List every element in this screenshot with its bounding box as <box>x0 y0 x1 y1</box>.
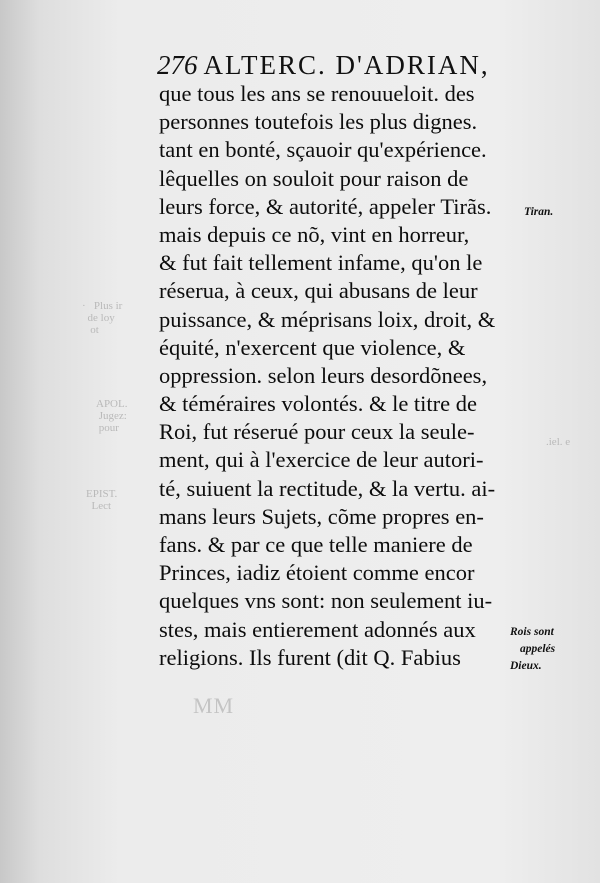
text-line: quelques vns sont: non seulement iu- <box>159 588 493 614</box>
text-line: mais depuis ce nõ, vint en horreur, <box>159 221 470 247</box>
text-line: fans. & par ce que telle maniere de <box>159 532 473 557</box>
running-title: ALTERC. D'ADRIAN, <box>203 50 490 80</box>
show-through-text: APOL. Jugez: pour <box>96 398 128 434</box>
show-through-text: .iel. e <box>546 436 571 448</box>
running-header <box>157 50 490 81</box>
text-line: religions. Ils furent (dit Q. Fabius <box>159 644 461 670</box>
body-text <box>159 80 519 672</box>
text-line: mans leurs Sujets, cõme propres en- <box>159 503 484 529</box>
margin-note-line: Dieux. <box>510 660 542 672</box>
show-through-text: · Plus ir de loy ot <box>82 300 123 336</box>
text-line: Roi, fut réserué pour ceux la seule- <box>159 419 475 445</box>
text-line: équité, n'exercent que violence, & <box>159 334 466 360</box>
margin-note-line: Rois sont <box>510 626 554 638</box>
text-line: té, suiuent la rectitude, & la vertu. ai- <box>159 475 496 501</box>
text-line: leurs force, & autorité, appeler Tirãs. <box>159 193 492 219</box>
page-number: 276 <box>157 50 198 80</box>
text-line: Princes, iadiz étoient comme encor <box>159 560 475 586</box>
text-line: réserua, à ceux, qui abusans de leur <box>159 278 478 304</box>
text-line: lêquelles on souloit pour raison de <box>159 165 469 191</box>
text-line: personnes toutefois les plus dignes. <box>159 109 478 135</box>
show-through-text: EPIST. Lect <box>86 488 118 512</box>
catchword: MM <box>193 693 235 718</box>
text-line: puissance, & méprisans loix, droit, & <box>159 306 496 332</box>
text-line: ment, qui à l'exercice de leur autori- <box>159 447 484 473</box>
text-line: oppression. selon leurs desordõnees, <box>159 362 488 388</box>
text-line: & téméraires volontés. & le titre de <box>159 391 478 417</box>
text-line: & fut fait tellement infame, qu'on le <box>159 250 483 276</box>
margin-note-rois <box>510 624 555 675</box>
text-line: que tous les ans se renouueloit. des <box>159 81 475 106</box>
text-line: stes, mais entierement adonnés aux <box>159 616 476 642</box>
text-line: tant en bonté, sçauoir qu'expérience. <box>159 137 487 163</box>
margin-note-line: appelés <box>520 643 556 655</box>
margin-note-tirans: Tiran. <box>524 206 554 218</box>
